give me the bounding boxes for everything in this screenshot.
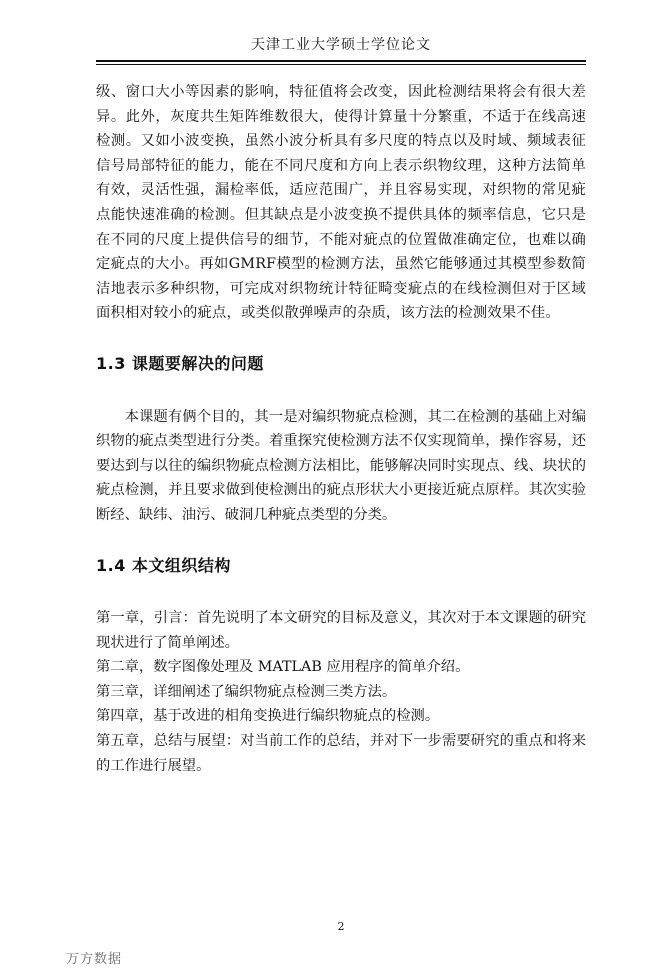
section-title-1-3: 1.3 课题要解决的问题: [96, 353, 264, 373]
section-title-1-4: 1.4 本文组织结构: [96, 555, 231, 575]
chapter-item-2: 第二章，数字图像处理及 MATLAB 应用程序的简单介绍。: [96, 659, 470, 676]
chapter-item-3: 第三章，详细阐述了编织物疵点检测三类方法。: [96, 683, 397, 700]
chapter-item-1: 第一章，引言：首先说明了本文研究的目标及意义，其次对于本文课题的研究现状进行了简单阐述。: [96, 610, 586, 651]
page-content: [96, 80, 586, 778]
chapter-item-5: 第五章，总结与展望：对当前工作的总结，并对下一步需要研究的重点和将来的工作进行展望。: [96, 733, 586, 774]
chapter-item-4: 第四章，基于改进的相角变换进行编织物疵点的检测。: [96, 708, 440, 725]
header-rule-thick: [96, 60, 586, 62]
page-number: 2: [337, 920, 345, 933]
section-1-3-paragraph: 本课题有俩个目的，其一是对编织物疵点检测，其二在检测的基础上对编织物的疵点类型进行分类。着重探究使检测方法不仅实现简单，操作容易，还要达到与以往的编织物疵点检测方法相比，能够解决同时实现点、线、块状的疵点检测，并且要求做到使检测出的疵点形状大小更接近疵点原样。其次实验断经、缺纬、油污、破洞几种疵点类型的分类。: [96, 408, 586, 523]
chapter-list: [96, 606, 586, 778]
body-paragraph-1: 级、窗口大小等因素的影响，特征值将会改变，因此检测结果将会有很大差异。此外，灰度共生矩阵维数很大，使得计算量十分繁重，不适于在线高速检测。又如小波变换，虽然小波分析具有多尺度的特点以及时域、频域表征信号局部特征的能力，能在不同尺度和方向上表示织物纹理，这种方法简单有效，灵活性强，漏检率低，适应范围广，并且容易实现，对织物的常见疵点能快速准确的检测。但其缺点是小波变换不提供具体的频率信息，它只是在不同的尺度上提供信号的细节，不能对疵点的位置做准确定位，也难以确定疵点的大小。再如GMRF模型的检测方法，虽然它能够通过其模型参数简洁地表示多种织物，可完成对织物统计特征畸变疵点的在线检测但对于区域面积相对较小的疵点，或类似散弹噪声的杂质，该方法的检测效果不佳。: [96, 84, 586, 322]
header-rule-thin: [96, 64, 586, 65]
running-header: 天津工业大学硕士学位论文: [251, 37, 431, 53]
watermark-text: 万方数据: [66, 952, 123, 967]
